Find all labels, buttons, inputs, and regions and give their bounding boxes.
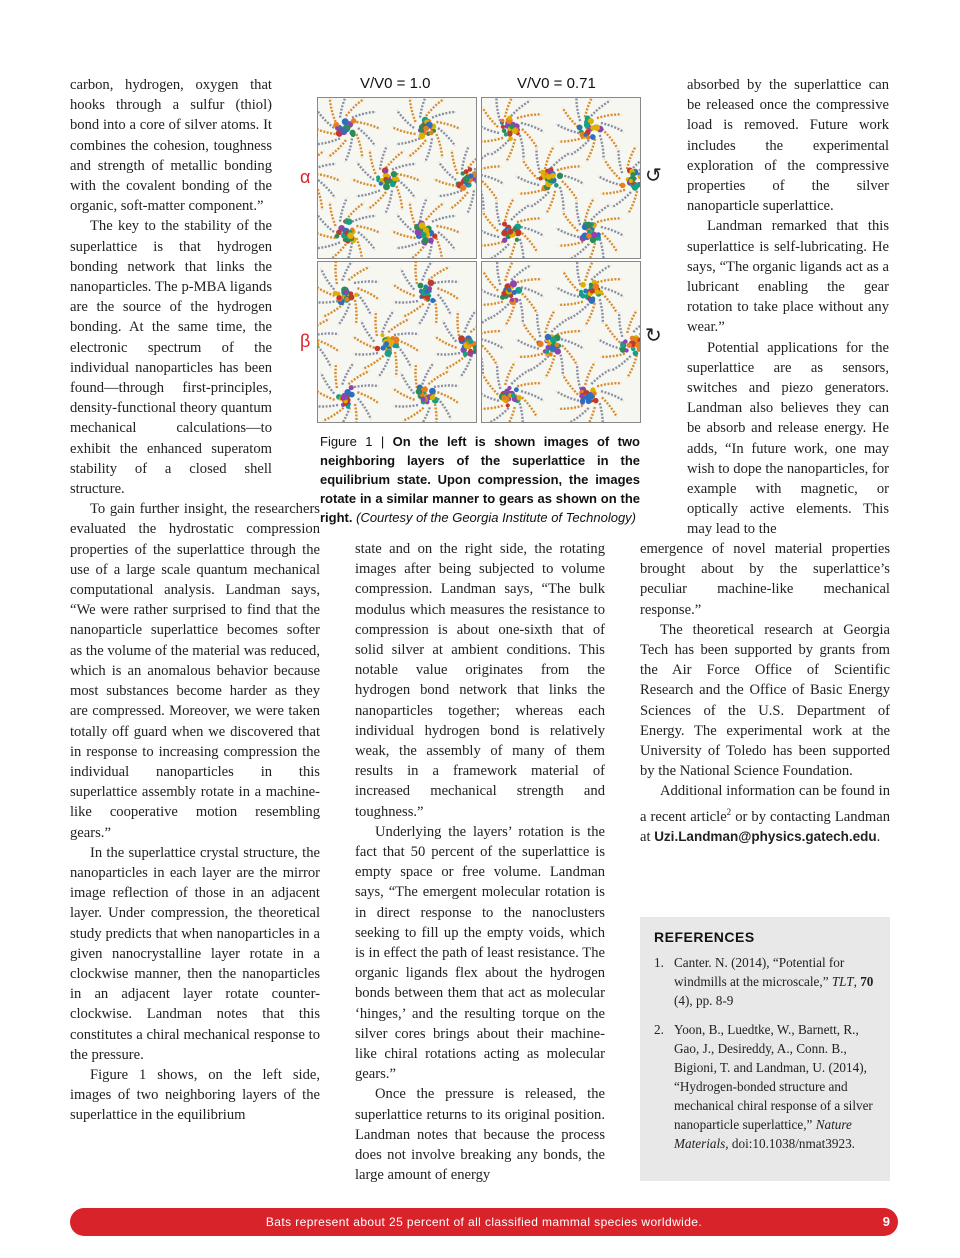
reference-1-sep: , bbox=[853, 974, 861, 989]
caption-label: Figure 1 | bbox=[320, 434, 393, 449]
col1-paragraph-5: Figure 1 shows, on the left side, images of two neighboring layers of the superlattice in the equilibrium bbox=[70, 1066, 320, 1124]
references-box bbox=[640, 917, 890, 1181]
lattice-image bbox=[482, 98, 640, 258]
column-3 bbox=[640, 539, 890, 847]
row-label-beta: β bbox=[300, 331, 311, 351]
reference-2 bbox=[654, 1020, 876, 1153]
lattice-image bbox=[318, 98, 476, 258]
reference-2-doi: , doi:10.1038/nmat3923. bbox=[725, 1136, 855, 1151]
col2-paragraph-3: Once the pressure is released, the superlattice returns to its original position. Landman notes that because the process does not involve breaking any bonds, the large amount of energy bbox=[355, 1086, 605, 1184]
lattice-image bbox=[482, 262, 640, 422]
figure-1 bbox=[295, 75, 675, 525]
footer-fact: Bats represent about 25 percent of all classified mammal species worldwide. bbox=[265, 1215, 703, 1229]
col1-paragraph-4: In the superlattice crystal structure, the nanoparticles in each layer are the mirror image reflection of those in an adjacent layer. Under compression, the theoretical study predicts that when nanoparticles in a given nanocrystalline layer rotate in a clockwise manner, then the nanoparticles in an adjacent layer rotate counter-clockwise. Landman notes that this constitutes a chiral mechanical response to the pressure. bbox=[70, 844, 320, 1063]
reference-1-pages: (4), pp. 8-9 bbox=[674, 993, 734, 1008]
col3-paragraph-3a: Potential applications for the superlattice are as sensors, switches and piezo generators. Landman also believes they can be absorb and release energy. He adds, “In future work, one may wish to dope the nanoparticles, for example with magnetic, or optically active elements. This may lead to the bbox=[687, 339, 889, 538]
col3-paragraph-4: The theoretical research at Georgia Tech has been supported by grants from the Air Force Office of Scientific Research and the Office of Basic Energy Sciences of the U.S. Department of Energy. The experimental work at the University of Toledo has been supported by the National Science Foundation. bbox=[640, 621, 890, 780]
col3-paragraph-2: Landman remarked that this superlattice is self-lubricating. He says, “The organic ligands act as a lubricant enabling the gear rotation to take place without any wear.” bbox=[687, 218, 889, 336]
figure-header-left: V/V0 = 1.0 bbox=[360, 75, 431, 92]
reference-2-journal: Nature Materials bbox=[674, 1117, 852, 1151]
panel-beta-equilibrium bbox=[317, 261, 477, 423]
reference-1-journal: TLT bbox=[831, 974, 854, 989]
caption-text: On the left is shown images of two neighboring layers of the superlattice in the equilibrium state. Upon compression, the images rotate in a similar manner to gears as shown on the right. bbox=[320, 434, 641, 525]
caption-credit: (Courtesy of the Georgia Institute of Technology) bbox=[352, 510, 637, 525]
reference-1-number: 1. bbox=[654, 955, 664, 970]
lattice-image bbox=[318, 262, 476, 422]
column-2 bbox=[355, 539, 605, 1186]
footer-bar bbox=[70, 1208, 898, 1236]
panel-alpha-equilibrium bbox=[317, 97, 477, 259]
reference-1 bbox=[654, 953, 876, 1010]
col3-p5-pre: Additional information can be found in a recent article bbox=[640, 783, 890, 825]
reference-1-volume: 70 bbox=[860, 974, 874, 989]
col3-paragraph-1: absorbed by the superlattice can be released once the compressive load is removed. Future work includes the experimental exploration of the compressive properties of the silver nanoparticle superlattice. bbox=[687, 77, 889, 215]
reference-2-text bbox=[674, 1020, 876, 1153]
col3-paragraph-3b: emergence of novel material properties brought about by the superlattice’s peculiar machine-like mechanical response.” bbox=[640, 541, 890, 618]
col3-p5-end: . bbox=[876, 828, 881, 845]
panel-alpha-compressed bbox=[481, 97, 641, 259]
reference-1-body: Canter. N. (2014), “Potential for windmills at the microscale,” bbox=[674, 955, 845, 989]
col2-paragraph-2: Underlying the layers’ rotation is the fact that 50 percent of the superlattice is empty space or free volume. Landman says, “The emergent molecular rotation is in direct response to the nanoclusters seeking to fill up the empty voids, which is in effect the path of least resistance. The organic ligands flex about the hydrogen bonds between them that act as molecular ‘hinges,’ and the resulting torque on the silver cores brings about their machine-like chiral rotations acting as molecular gears.” bbox=[355, 823, 605, 1083]
col1-paragraph-3: To gain further insight, the researchers evaluated the hydrostatic compression properties of the superlattice through the use of a large scale quantum mechanical computational analysis. Landman says, “We were rather surprised to find that the nanoparticle superlattice becomes softer as the volume of the material was reduced, which is an anomalous behavior because most substances become harder as they are compressed. Moreover, we were taken totally off guard when we discovered that in response to increasing compression the individual nanoparticles in this superlattice assembly rotate in a machine-like cooperative motion resembling gears.” bbox=[70, 501, 320, 841]
figure-header-right: V/V0 = 0.71 bbox=[517, 75, 596, 92]
reference-2-number: 2. bbox=[654, 1022, 664, 1037]
col1-paragraph-2: The key to the stability of the superlattice is that hydrogen bonding network that links the nanoparticles. The p-MBA ligands are the source of the hydrogen bonding. At the same time, the electronic spectrum of the individual nanoparticles has been found—through first-principles, density-functional theory quantum mechanical calculations—to exhibit the enhanced superatom stability of a closed shell structure. bbox=[70, 218, 272, 498]
contact-email-link[interactable]: Uzi.Landman@physics.gatech.edu bbox=[654, 828, 877, 844]
rotate-counterclockwise-icon: ↺ bbox=[645, 163, 662, 187]
row-label-alpha: α bbox=[300, 167, 311, 187]
reference-1-text bbox=[674, 953, 876, 1010]
col3-paragraph-5 bbox=[640, 781, 890, 846]
panel-beta-compressed bbox=[481, 261, 641, 423]
column-1 bbox=[70, 75, 320, 1126]
col2-paragraph-1: state and on the right side, the rotating images after being subjected to volume compression. Landman says, “The bulk modulus which measures the resistance to compression is about one-sixth that of solid silver at ambient conditions. This notable value originates from the hydrogen bond network that links the nanoparticles together; whereas each individual hydrogen bond is relatively weak, the assembly of many of them results in a framework material of increased mechanical strength and toughness.” bbox=[355, 541, 605, 820]
citation-2: 2 bbox=[726, 806, 732, 817]
col3-p5-mid: or by contacting Landman at bbox=[640, 808, 890, 845]
reference-2-body: Yoon, B., Luedtke, W., Barnett, R., Gao, J., Desireddy, A., Conn. B., Bigioni, T. and Landman, U. (2014), “Hydrogen-bonded structure and mechanical chiral response of a silver nanoparticle superlattice,” bbox=[674, 1022, 873, 1132]
references-title: REFERENCES bbox=[654, 929, 755, 945]
page-number: 9 bbox=[882, 1214, 890, 1229]
figure-caption bbox=[320, 432, 640, 527]
column-3-top bbox=[687, 75, 889, 540]
col1-paragraph-1: carbon, hydrogen, oxygen that hooks through a sulfur (thiol) bond into a core of silver atoms. It combines the cohesion, toughness and strength of metallic bonding with the covalent bonding of the organic, soft-matter component.” bbox=[70, 77, 272, 215]
rotate-clockwise-icon: ↻ bbox=[645, 323, 662, 347]
